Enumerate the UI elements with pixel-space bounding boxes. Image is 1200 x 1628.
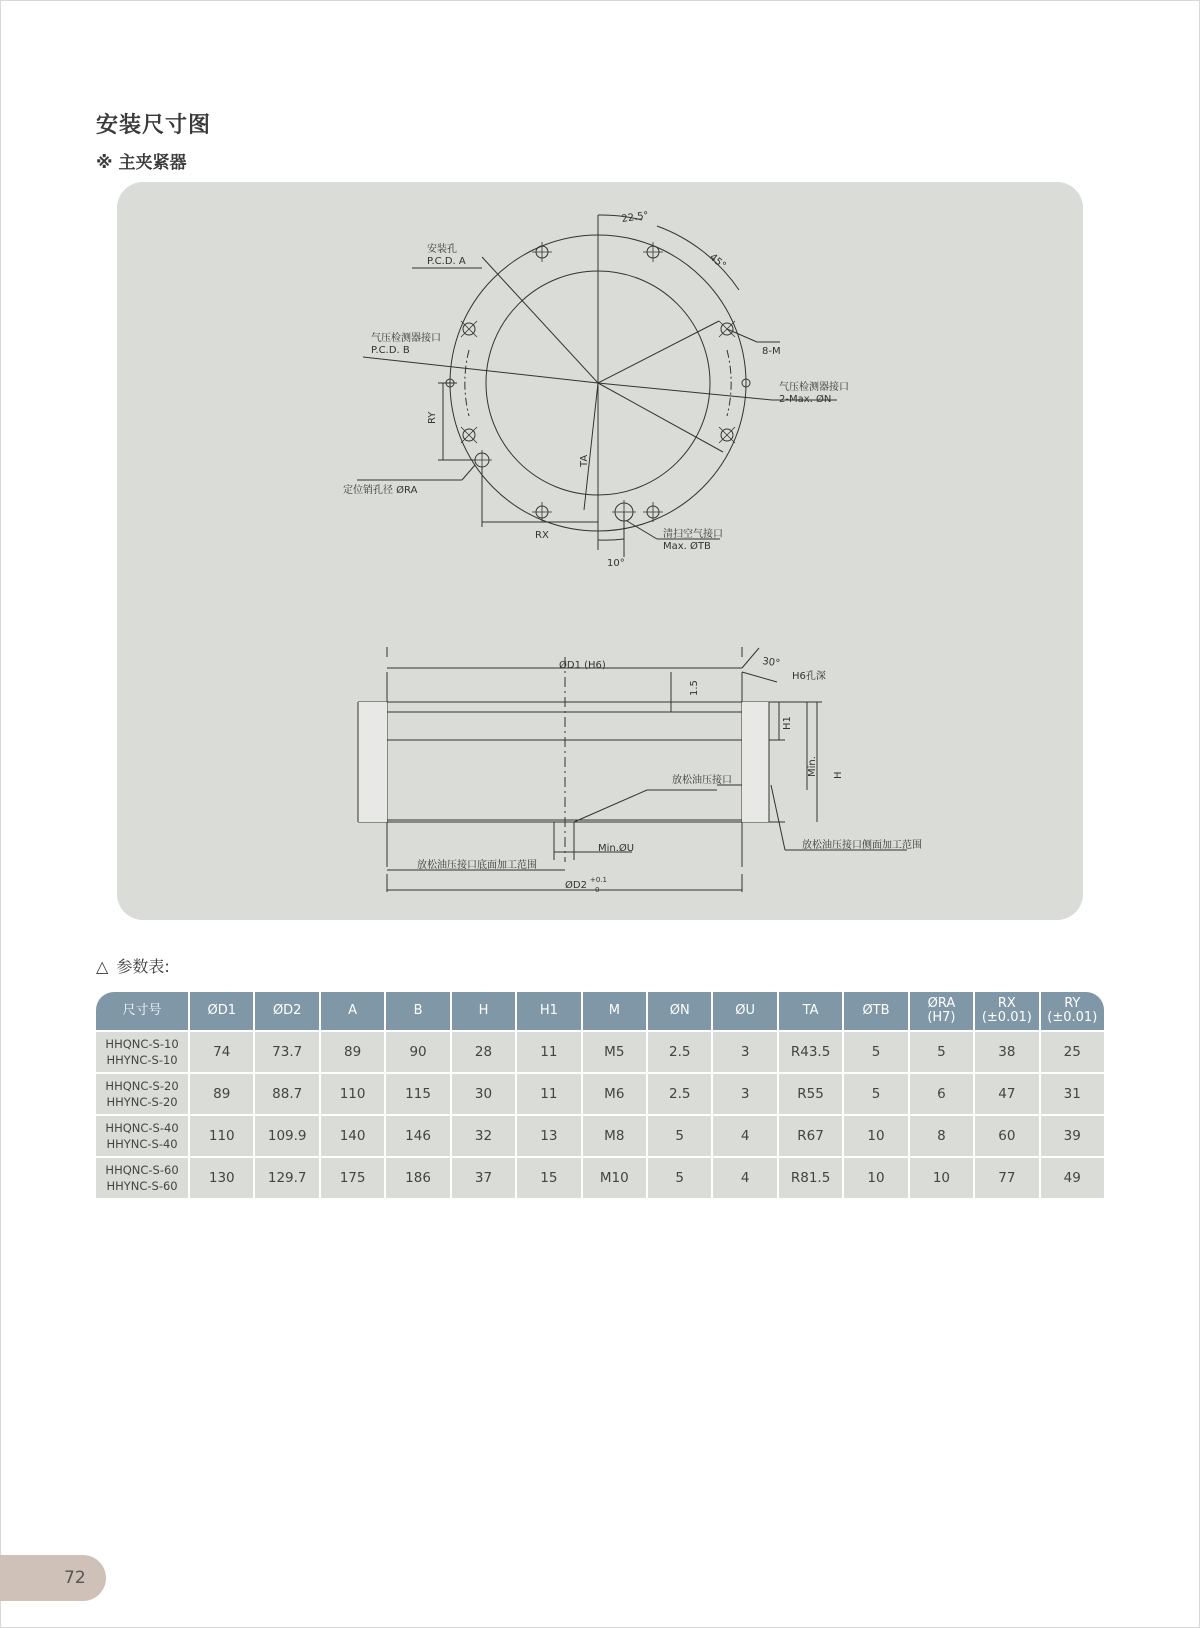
table-cell: 11 xyxy=(517,1032,580,1072)
column-header xyxy=(975,992,1038,1030)
angle-45-label: 45° xyxy=(707,251,728,272)
table-cell: 109.9 xyxy=(255,1116,318,1156)
triangle-icon: △ xyxy=(96,957,109,976)
column-header-text: ØN xyxy=(669,1003,690,1018)
table-cell: 130 xyxy=(190,1158,253,1198)
table-cell: 4 xyxy=(713,1158,776,1198)
column-header xyxy=(648,992,711,1030)
table-cell: 11 xyxy=(517,1074,580,1114)
params-table xyxy=(94,990,1106,1200)
table-row xyxy=(96,1158,1104,1198)
table-cell: 28 xyxy=(452,1032,515,1072)
air-sensor-right-label: 气压检测器接口 xyxy=(779,382,849,393)
body-section-right xyxy=(742,702,769,822)
table-cell: 115 xyxy=(386,1074,449,1114)
table-cell: R55 xyxy=(779,1074,842,1114)
pcd-b-label: P.C.D. B xyxy=(371,345,410,356)
table-cell: R67 xyxy=(779,1116,842,1156)
column-header-text: TA xyxy=(802,1003,819,1018)
model-cell xyxy=(96,1074,188,1114)
column-header xyxy=(779,992,842,1030)
table-cell: 110 xyxy=(321,1074,384,1114)
d2-label: ØD2 xyxy=(565,880,587,891)
model-name: HHYNC-S-40 xyxy=(106,1137,178,1151)
table-cell: 5 xyxy=(648,1116,711,1156)
params-heading xyxy=(96,954,170,977)
model-name: HHQNC-S-10 xyxy=(105,1037,179,1051)
table-cell: 10 xyxy=(844,1158,907,1198)
table-cell: 90 xyxy=(386,1032,449,1072)
table-cell: 74 xyxy=(190,1032,253,1072)
model-name: HHYNC-S-60 xyxy=(106,1179,178,1193)
table-cell: 13 xyxy=(517,1116,580,1156)
table-cell: 8 xyxy=(910,1116,973,1156)
drawing-svg xyxy=(117,182,1083,920)
column-header-text: ØRA xyxy=(927,996,956,1011)
model-cell xyxy=(96,1158,188,1198)
release-side-label: 放松油压接口侧面加工范围 xyxy=(802,840,922,851)
air-sensor-left-label: 气压检测器接口 xyxy=(371,333,441,344)
column-header-text: H xyxy=(478,1003,489,1018)
table-cell: 49 xyxy=(1041,1158,1104,1198)
table-cell: 2.5 xyxy=(648,1032,711,1072)
table-cell: 32 xyxy=(452,1116,515,1156)
max-tb-label: Max. ØTB xyxy=(663,541,711,552)
body-section-left xyxy=(358,702,387,822)
column-header xyxy=(96,992,188,1030)
column-header xyxy=(452,992,515,1030)
table-cell: 89 xyxy=(321,1032,384,1072)
params-title-text: 参数表: xyxy=(116,957,170,976)
max-n-label: 2-Max. ØN xyxy=(779,394,832,405)
table-cell: 129.7 xyxy=(255,1158,318,1198)
d1-label: ØD1 (H6) xyxy=(559,660,606,671)
table-cell: 77 xyxy=(975,1158,1038,1198)
table-cell: M8 xyxy=(583,1116,646,1156)
column-header xyxy=(386,992,449,1030)
page-title: 安装尺寸图 xyxy=(96,113,212,138)
ta-label: TA xyxy=(579,454,590,467)
table-cell: 37 xyxy=(452,1158,515,1198)
table-cell: 15 xyxy=(517,1158,580,1198)
table-cell: 175 xyxy=(321,1158,384,1198)
column-header xyxy=(517,992,580,1030)
column-header-text: 尺寸号 xyxy=(122,1003,162,1018)
pin-hole-label: 定位销孔径 ØRA xyxy=(343,485,418,496)
table-cell: 31 xyxy=(1041,1074,1104,1114)
table-cell: 89 xyxy=(190,1074,253,1114)
column-header xyxy=(255,992,318,1030)
model-cell xyxy=(96,1032,188,1072)
column-header-text: A xyxy=(348,1003,358,1018)
mount-hole-label: 安装孔 xyxy=(427,244,457,255)
column-header xyxy=(844,992,907,1030)
column-header-text: (±0.01) xyxy=(1047,1010,1098,1025)
table-cell: M5 xyxy=(583,1032,646,1072)
table-cell: R43.5 xyxy=(779,1032,842,1072)
angle-30-label: 30° xyxy=(761,656,781,670)
column-header-text: (H7) xyxy=(927,1010,956,1025)
min-label: Min. xyxy=(807,756,818,777)
table-row xyxy=(96,1074,1104,1114)
table-row xyxy=(96,1032,1104,1072)
page-number-tab xyxy=(0,1555,106,1601)
ry-label: RY xyxy=(427,411,438,424)
column-header xyxy=(1041,992,1104,1030)
pcd-b-arc-left xyxy=(465,350,469,416)
table-cell: 5 xyxy=(648,1158,711,1198)
table-cell: 10 xyxy=(910,1158,973,1198)
table-cell: 186 xyxy=(386,1158,449,1198)
page-subtitle: ※ 主夹紧器 xyxy=(96,153,187,173)
pcd-a-label: P.C.D. A xyxy=(427,256,466,267)
table-row xyxy=(96,1116,1104,1156)
model-name: HHYNC-S-20 xyxy=(106,1095,178,1109)
column-header xyxy=(910,992,973,1030)
table-cell: M10 xyxy=(583,1158,646,1198)
table-cell: 140 xyxy=(321,1116,384,1156)
column-header-text: RX xyxy=(997,996,1016,1011)
model-name: HHQNC-S-40 xyxy=(105,1121,179,1135)
table-cell: R81.5 xyxy=(779,1158,842,1198)
angle-10-label: 10° xyxy=(607,558,625,569)
h-label: H xyxy=(833,771,844,779)
angle-10-arc xyxy=(598,539,624,540)
table-cell: 2.5 xyxy=(648,1074,711,1114)
pcd-b-arc-right xyxy=(727,350,731,416)
min-u-label: Min.ØU xyxy=(598,843,635,854)
table-cell: 3 xyxy=(713,1032,776,1072)
table-cell: 146 xyxy=(386,1116,449,1156)
table-cell: 88.7 xyxy=(255,1074,318,1114)
table-cell: 5 xyxy=(844,1032,907,1072)
table-cell: 39 xyxy=(1041,1116,1104,1156)
page-number: 72 xyxy=(64,1568,86,1588)
holes-8m-label: 8-M xyxy=(762,346,781,357)
column-header-text: ØU xyxy=(735,1003,756,1018)
table-cell: 5 xyxy=(844,1074,907,1114)
table-body xyxy=(96,1032,1104,1198)
column-header-text: B xyxy=(413,1003,423,1018)
table-cell: 73.7 xyxy=(255,1032,318,1072)
rx-label: RX xyxy=(535,530,549,541)
release-bottom-label: 放松油压接口底面加工范围 xyxy=(417,860,537,871)
table-cell: 4 xyxy=(713,1116,776,1156)
column-header xyxy=(321,992,384,1030)
table-cell: 25 xyxy=(1041,1032,1104,1072)
model-cell xyxy=(96,1116,188,1156)
table-cell: 47 xyxy=(975,1074,1038,1114)
angle-22-label: 22.5° xyxy=(620,210,650,225)
column-header-text: (±0.01) xyxy=(981,1010,1032,1025)
column-header-text: ØTB xyxy=(862,1003,890,1018)
release-port-label: 放松油压接口 xyxy=(672,775,732,786)
purge-air-label: 清扫空气接口 xyxy=(663,529,723,540)
d2-tol-lower: 0 xyxy=(595,886,600,894)
table-cell: 30 xyxy=(452,1074,515,1114)
column-header-text: M xyxy=(608,1003,620,1018)
column-header-text: RY xyxy=(1064,996,1081,1011)
ta-line xyxy=(584,383,598,510)
column-header xyxy=(583,992,646,1030)
table-cell: M6 xyxy=(583,1074,646,1114)
table-cell: 5 xyxy=(910,1032,973,1072)
pcd-b-leader xyxy=(363,357,598,383)
model-name: HHQNC-S-20 xyxy=(105,1079,179,1093)
installation-drawing xyxy=(117,182,1083,920)
h1-label: H1 xyxy=(782,716,793,730)
table-cell: 60 xyxy=(975,1116,1038,1156)
column-header-text: H1 xyxy=(539,1003,558,1018)
d2-tol-upper: +0.1 xyxy=(590,876,607,884)
table-cell: 38 xyxy=(975,1032,1038,1072)
h6-depth-label: H6孔深 xyxy=(792,671,826,682)
table-cell: 110 xyxy=(190,1116,253,1156)
column-header xyxy=(713,992,776,1030)
model-name: HHYNC-S-10 xyxy=(106,1053,178,1067)
dim-1-5-label: 1.5 xyxy=(689,680,700,696)
table-header-row xyxy=(96,992,1104,1030)
column-header-text: ØD1 xyxy=(207,1003,237,1018)
pcd-a-leader xyxy=(482,257,598,383)
table-cell: 6 xyxy=(910,1074,973,1114)
angle-45-arc xyxy=(657,226,739,290)
column-header-text: ØD2 xyxy=(272,1003,302,1018)
model-name: HHQNC-S-60 xyxy=(105,1163,179,1177)
column-header xyxy=(190,992,253,1030)
table-cell: 3 xyxy=(713,1074,776,1114)
table-cell: 10 xyxy=(844,1116,907,1156)
